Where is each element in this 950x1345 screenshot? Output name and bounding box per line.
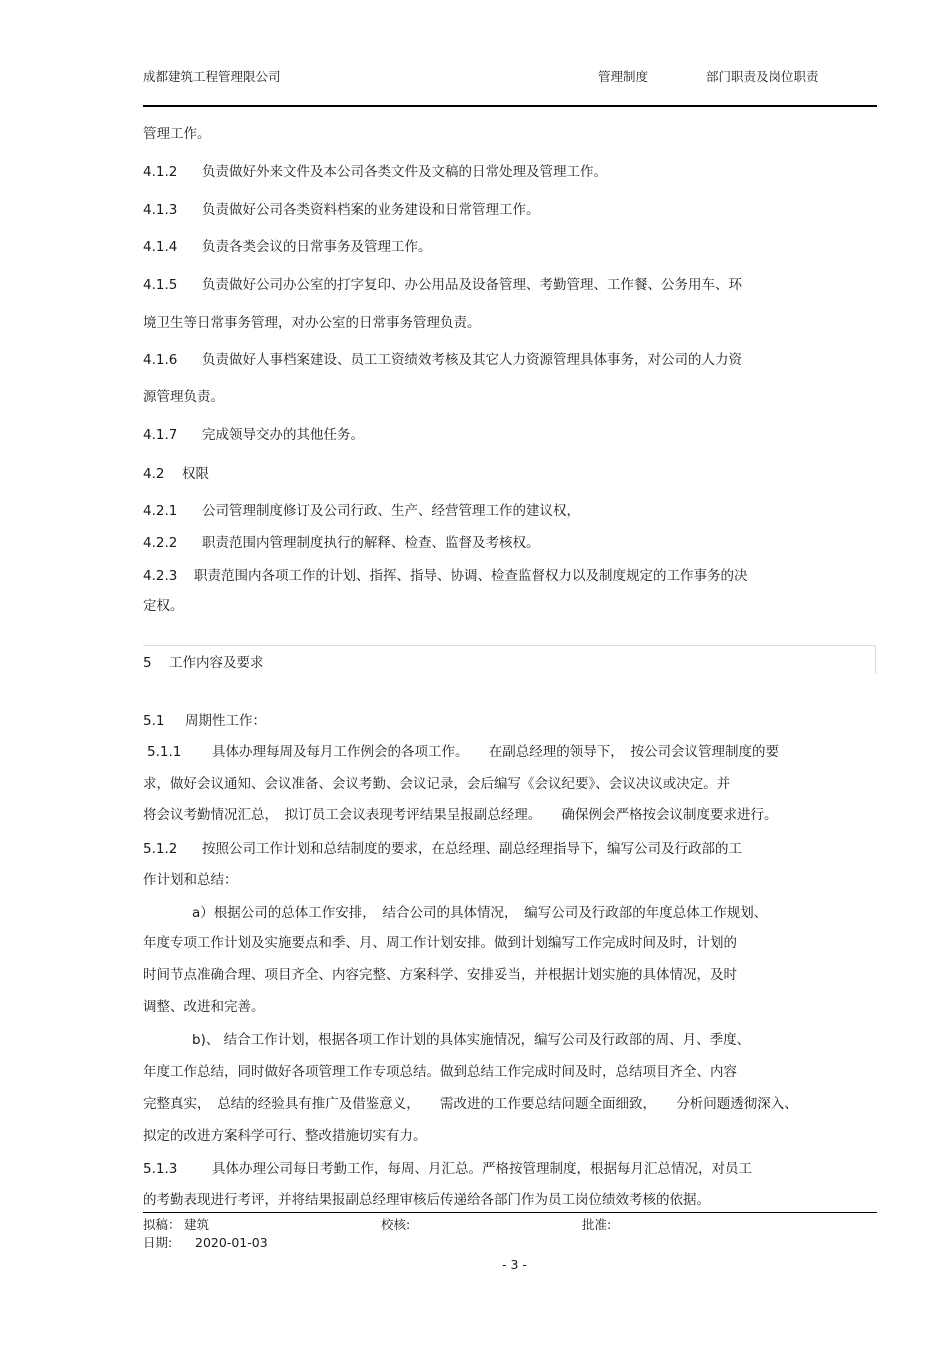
checker-label: 校核: bbox=[381, 1217, 411, 1232]
drafter-label: 拟稿： bbox=[143, 1217, 181, 1232]
text-line: 作计划和总结： bbox=[143, 872, 238, 888]
clause-text: 职责范围内各项工作的计划、指挥、指导、协调、检查监督权力以及制度规定的工作事务的决 bbox=[194, 568, 748, 584]
clause-text: 具体办理公司每日考勤工作，每周、月汇总。严格按管理制度，根据每月汇总情况，对员工 bbox=[212, 1161, 752, 1177]
clause-number: 4.1.5 bbox=[143, 277, 178, 293]
page-number: - 3 - bbox=[502, 1257, 527, 1272]
clause-text: 具体办理每周及每月工作例会的各项工作。 在副总经理的领导下， 按公司会议管理制度的要 bbox=[212, 744, 779, 760]
section-title: 工作内容及要求 bbox=[169, 655, 264, 671]
clause-number: 5.1.2 bbox=[143, 841, 178, 857]
clause-text: 负责各类会议的日常事务及管理工作。 bbox=[202, 239, 432, 255]
clause-number: 4.2.1 bbox=[143, 503, 178, 519]
text-line: 拟定的改进方案科学可行、整改措施切实有力。 bbox=[143, 1128, 427, 1144]
clause-number: 4.2.3 bbox=[143, 568, 178, 584]
clause-number: 4.2.2 bbox=[143, 535, 178, 551]
list-item: b)、 结合工作计划，根据各项工作计划的具体实施情况，编写公司及行政部的周、月、季度、 bbox=[192, 1032, 751, 1048]
section-number: 5.1 bbox=[143, 713, 165, 729]
doc-category: 管理制度 bbox=[598, 69, 649, 84]
text-line: 完整真实， 总结的经验具有推广及借鉴意义， 需改进的工作要总结问题全面细致， 分析问题透彻深入、 bbox=[143, 1096, 798, 1112]
clause-text: 按照公司工作计划和总结制度的要求，在总经理、副总经理指导下，编写公司及行政部的工 bbox=[202, 841, 742, 857]
header-rule bbox=[143, 105, 877, 107]
clause-text: 职责范围内管理制度执行的解释、检查、监督及考核权。 bbox=[202, 535, 540, 551]
clause-number: 5.1.1 bbox=[147, 744, 182, 760]
clause-number: 4.1.3 bbox=[143, 202, 178, 218]
clause-text: 公司管理制度修订及公司行政、生产、经营管理工作的建议权， bbox=[202, 503, 580, 519]
text-line: 将会议考勤情况汇总， 拟订员工会议表现考评结果呈报副总经理。 确保例会严格按会议制度要求进行。 bbox=[143, 807, 778, 823]
footer-rule bbox=[143, 1212, 877, 1213]
text-line: 管理工作。 bbox=[143, 126, 211, 142]
text-line: 年度专项工作计划及实施要点和季、月、周工作计划安排。做到计划编写工作完成时间及时，计划的 bbox=[143, 935, 737, 951]
clause-text: 负责做好外来文件及本公司各类文件及文稿的日常处理及管理工作。 bbox=[202, 164, 607, 180]
clause-text: 负责做好人事档案建设、员工工资绩效考核及其它人力资源管理具体事务，对公司的人力资 bbox=[202, 352, 742, 368]
clause-number: 4.1.2 bbox=[143, 164, 178, 180]
list-item: a）根据公司的总体工作安排， 结合公司的具体情况， 编写公司及行政部的年度总体工作规划、 bbox=[192, 905, 768, 921]
approver-label: 批准: bbox=[582, 1217, 612, 1232]
date-value: 2020-01-03 bbox=[195, 1235, 268, 1250]
clause-text: 负责做好公司各类资料档案的业务建设和日常管理工作。 bbox=[202, 202, 540, 218]
text-line: 源管理负责。 bbox=[143, 389, 224, 405]
text-line: 时间节点准确合理、项目齐全、内容完整、方案科学、安排妥当，并根据计划实施的具体情况，及时 bbox=[143, 967, 737, 983]
clause-text: 完成领导交办的其他任务。 bbox=[202, 427, 364, 443]
section-title: 周期性工作： bbox=[185, 713, 266, 729]
clause-text: 负责做好公司办公室的打字复印、办公用品及设备管理、考勤管理、工作餐、公务用车、环 bbox=[202, 277, 742, 293]
text-line: 定权。 bbox=[143, 598, 184, 614]
drafter-name: 建筑 bbox=[184, 1217, 210, 1232]
clause-number: 4.1.6 bbox=[143, 352, 178, 368]
doc-title: 部门职责及岗位职责 bbox=[706, 69, 819, 84]
section-title: 权限 bbox=[182, 466, 209, 482]
text-line: 境卫生等日常事务管理，对办公室的日常事务管理负责。 bbox=[143, 315, 481, 331]
clause-number: 4.1.7 bbox=[143, 427, 178, 443]
text-line: 的考勤表现进行考评，并将结果报副总经理审核后传递给各部门作为员工岗位绩效考核的依据。 bbox=[143, 1192, 710, 1208]
company-name: 成都建筑工程管理限公司 bbox=[143, 69, 281, 84]
text-line: 年度工作总结，同时做好各项管理工作专项总结。做到总结工作完成时间及时，总结项目齐全、内容 bbox=[143, 1064, 737, 1080]
section-number: 4.2 bbox=[143, 466, 165, 482]
text-line: 调整、改进和完善。 bbox=[143, 999, 265, 1015]
clause-number: 5.1.3 bbox=[143, 1161, 178, 1177]
clause-number: 4.1.4 bbox=[143, 239, 178, 255]
date-label: 日期: bbox=[143, 1235, 173, 1250]
text-line: 求，做好会议通知、会议准备、会议考勤、会议记录，会后编写《会议纪要》、会议决议或决定。并 bbox=[143, 776, 731, 792]
section-number: 5 bbox=[143, 655, 152, 671]
